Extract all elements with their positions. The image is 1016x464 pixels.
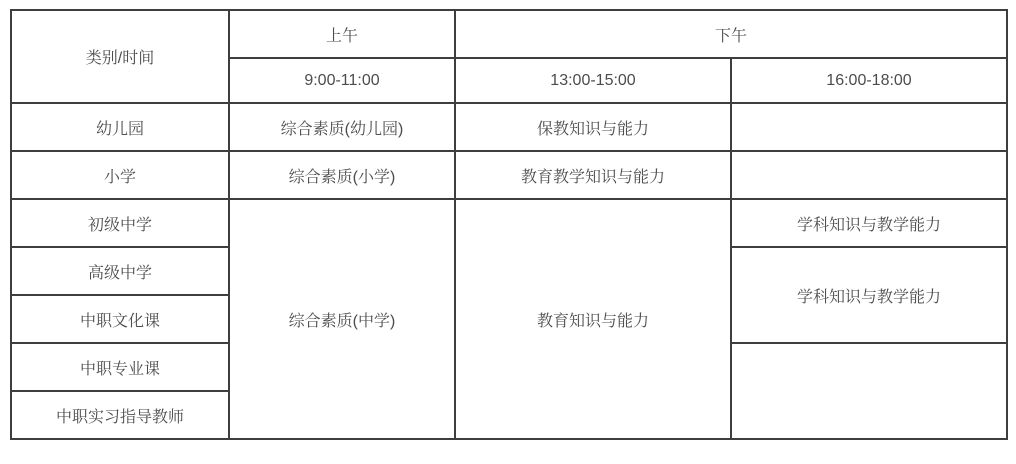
subject-cell-kindergarten-afternoon-1: 保教知识与能力	[455, 103, 731, 151]
category-cell-vocational-culture: 中职文化课	[11, 295, 229, 343]
category-cell-senior-high: 高级中学	[11, 247, 229, 295]
category-cell-vocational-internship: 中职实习指导教师	[11, 391, 229, 439]
header-morning: 上午	[229, 10, 455, 58]
category-cell-vocational-major: 中职专业课	[11, 343, 229, 391]
subject-cell-primary-afternoon-1: 教育教学知识与能力	[455, 151, 731, 199]
header-row-period	[11, 10, 1007, 58]
header-morning-slot: 9:00-11:00	[229, 58, 455, 103]
header-afternoon: 下午	[455, 10, 1007, 58]
subject-cell-senior-culture-afternoon-2-merged: 学科知识与教学能力	[731, 247, 1007, 343]
header-category-time: 类别/时间	[11, 10, 229, 103]
subject-cell-secondary-morning-merged: 综合素质(中学)	[229, 199, 455, 439]
empty-cell-primary-afternoon-2	[731, 151, 1007, 199]
row-kindergarten	[11, 103, 1007, 151]
empty-cell-kindergarten-afternoon-2	[731, 103, 1007, 151]
subject-cell-secondary-afternoon-1-merged: 教育知识与能力	[455, 199, 731, 439]
subject-cell-primary-morning: 综合素质(小学)	[229, 151, 455, 199]
header-afternoon-slot-1: 13:00-15:00	[455, 58, 731, 103]
empty-cell-vocational-afternoon-2-merged	[731, 343, 1007, 439]
row-junior-high	[11, 199, 1007, 247]
header-afternoon-slot-2: 16:00-18:00	[731, 58, 1007, 103]
category-cell-primary: 小学	[11, 151, 229, 199]
exam-schedule-table	[10, 9, 1008, 440]
subject-cell-junior-high-afternoon-2: 学科知识与教学能力	[731, 199, 1007, 247]
subject-cell-kindergarten-morning: 综合素质(幼儿园)	[229, 103, 455, 151]
row-primary	[11, 151, 1007, 199]
category-cell-junior-high: 初级中学	[11, 199, 229, 247]
category-cell-kindergarten: 幼儿园	[11, 103, 229, 151]
